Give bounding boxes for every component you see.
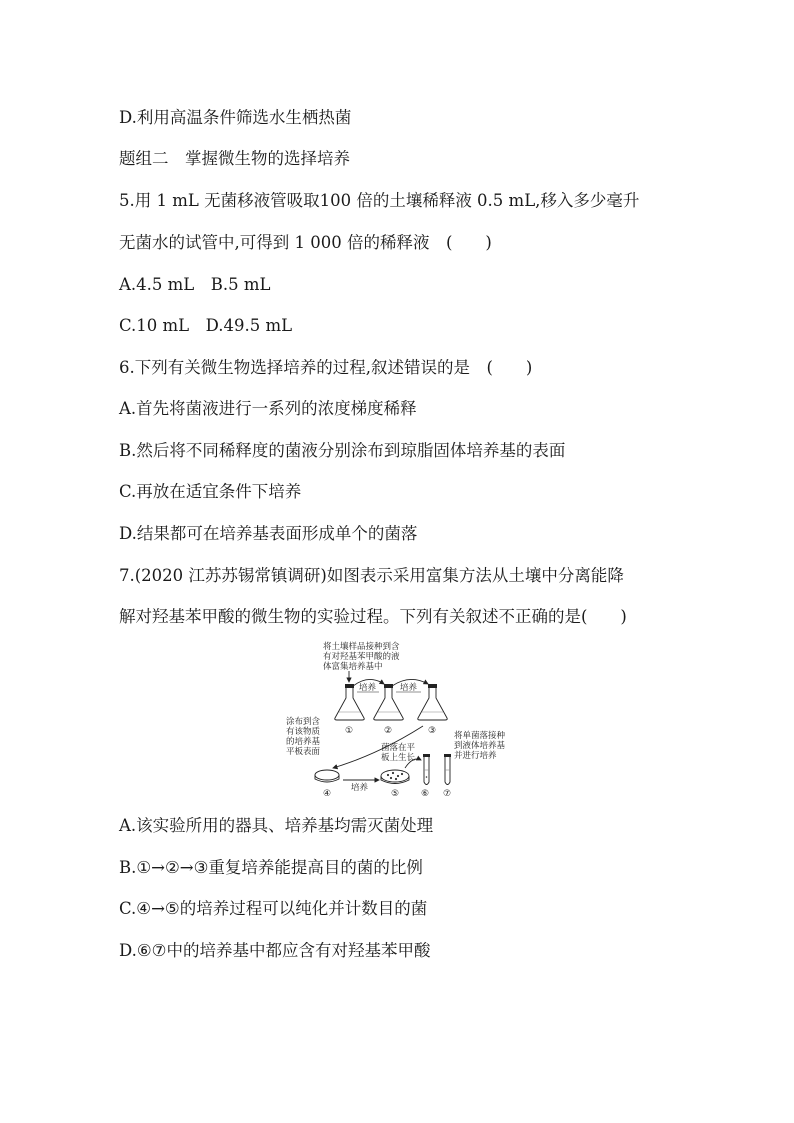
middle-note-line-1: 菌落在平 — [381, 743, 416, 753]
right-note-line-2: 到液体培养基 — [454, 741, 506, 751]
arrow-label-1: 培养 — [359, 683, 377, 693]
left-note-line-3: 的培养基 — [286, 737, 321, 747]
q6-option-c: C.再放在适宜条件下培养 — [119, 482, 302, 501]
number-7: ⑦ — [443, 789, 452, 799]
right-note-line-3: 并进行培养 — [454, 751, 497, 761]
q7-option-c: C.④→⑤的培养过程可以纯化并计数目的菌 — [119, 899, 428, 918]
q4-option-d: D.利用高温条件筛选水生栖热菌 — [119, 108, 352, 127]
number-1: ① — [345, 726, 354, 736]
arrow-label-2: 培养 — [400, 683, 418, 693]
q7-option-a: A.该实验所用的器具、培养基均需灭菌处理 — [119, 816, 434, 835]
top-note-line-3: 体富集培养基中 — [323, 662, 383, 672]
q7-stem-line-1: 7.(2020 江苏苏锡常镇调研)如图表示采用富集方法从土壤中分离能降 — [119, 566, 624, 585]
q5-stem-line-1: 5.用 1 mL 无菌移液管吸取100 倍的土壤稀释液 0.5 mL,移入多少毫升 — [119, 191, 640, 210]
q5-stem-line-2: 无菌水的试管中,可得到 1 000 倍的稀释液 ( ) — [119, 233, 492, 252]
tube-6 — [423, 754, 430, 785]
top-note-line-1: 将土壤样品接种到含 — [323, 642, 400, 652]
number-4: ④ — [323, 789, 332, 799]
number-5: ⑤ — [391, 789, 400, 799]
left-note-line-1: 涂布到含 — [286, 717, 321, 727]
q7-option-d: D.⑥⑦中的培养基中都应含有对羟基苯甲酸 — [119, 941, 431, 960]
right-note-line-1: 将单菌落接种 — [454, 731, 506, 741]
tube-7 — [444, 754, 451, 785]
middle-note-line-2: 板上生长 — [381, 753, 416, 763]
number-3: ③ — [428, 726, 437, 736]
experiment-diagram — [283, 640, 513, 800]
left-note-line-2: 有该物质 — [286, 727, 321, 737]
left-note-line-4: 平板表面 — [286, 747, 321, 757]
q7-stem-line-2: 解对羟基苯甲酸的微生物的实验过程。下列有关叙述不正确的是( ) — [119, 607, 627, 626]
flask-3 — [418, 684, 448, 720]
number-2: ② — [384, 726, 393, 736]
bottom-arrow-label: 培养 — [351, 783, 369, 793]
q7-option-b: B.①→②→③重复培养能提高目的菌的比例 — [119, 858, 423, 877]
q6-option-a: A.首先将菌液进行一系列的浓度梯度稀释 — [119, 399, 417, 418]
flask-2 — [374, 684, 404, 720]
q5-options-ab: A.4.5 mL B.5 mL — [119, 275, 271, 294]
q6-option-d: D.结果都可在培养基表面形成单个的菌落 — [119, 524, 418, 543]
top-note-line-2: 有对羟基苯甲酸的液 — [323, 652, 400, 662]
plate-4 — [315, 770, 339, 782]
number-6: ⑥ — [421, 789, 430, 799]
experiment-figure — [283, 640, 513, 800]
q6-option-b: B.然后将不同稀释度的菌液分别涂布到琼脂固体培养基的表面 — [119, 441, 566, 460]
q6-stem: 6.下列有关微生物选择培养的过程,叙述错误的是 ( ) — [119, 358, 533, 377]
plate-5 — [381, 770, 409, 784]
section-title: 题组二 掌握微生物的选择培养 — [119, 149, 350, 168]
q5-options-cd: C.10 mL D.49.5 mL — [119, 316, 293, 335]
